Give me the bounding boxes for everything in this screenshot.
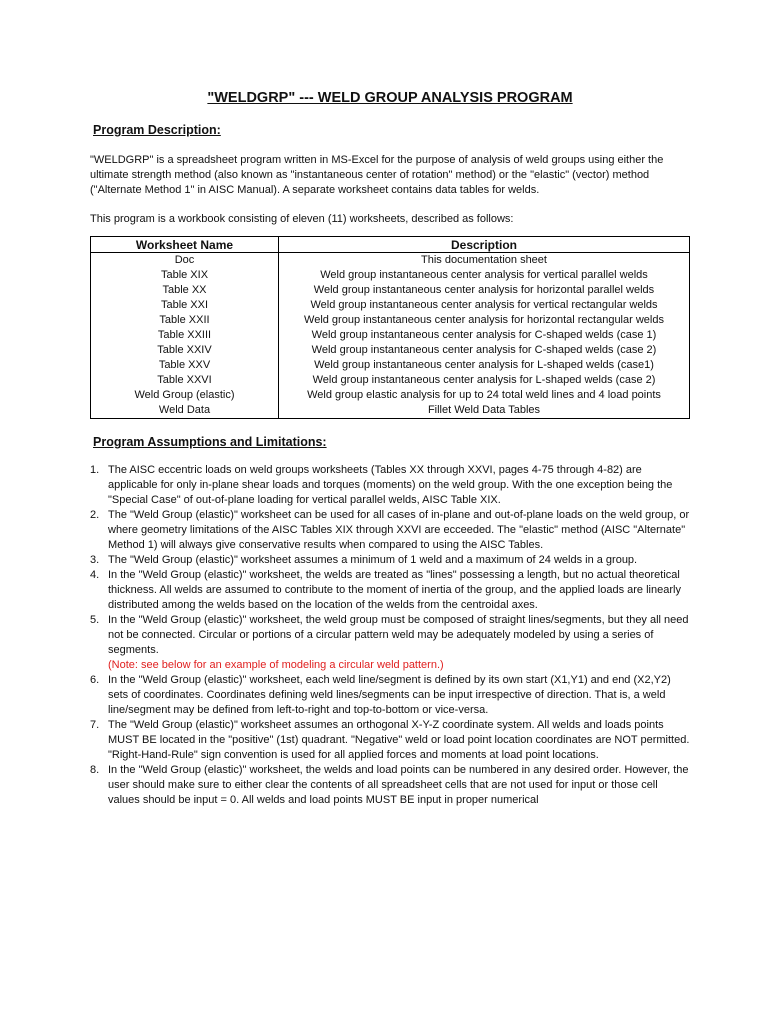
list-item bbox=[90, 763, 690, 808]
worksheet-table-body bbox=[91, 253, 690, 419]
table-row bbox=[91, 253, 690, 269]
table-row bbox=[91, 373, 690, 388]
worksheet-description-cell: Weld group instantaneous center analysis for vertical parallel welds bbox=[279, 268, 690, 283]
list-item-number: 2. bbox=[90, 509, 100, 521]
worksheet-description-cell: Weld group instantaneous center analysis for C-shaped welds (case 1) bbox=[279, 328, 690, 343]
list-item bbox=[90, 613, 690, 673]
list-item bbox=[90, 463, 690, 508]
worksheet-name-cell: Table XIX bbox=[91, 268, 279, 283]
worksheet-description-cell: Weld group instantaneous center analysis for horizontal rectangular welds bbox=[279, 313, 690, 328]
list-item-number: 6. bbox=[90, 674, 100, 686]
worksheet-description-cell: Weld group elastic analysis for up to 24 total weld lines and 4 load points bbox=[279, 388, 690, 403]
list-item-text: The "Weld Group (elastic)" worksheet assumes an orthogonal X-Y-Z coordinate system. All welds and loads points MUST BE located in the "positive" (1st) quadrant. "Negative" weld or load point location coordinates are NOT permitted. "Right-Hand-Rule" sign convention is used for all applied forces and moments at load point locations. bbox=[108, 719, 690, 761]
table-row bbox=[91, 388, 690, 403]
program-description-paragraph: "WELDGRP" is a spreadsheet program written in MS-Excel for the purpose of analysis of weld groups using either the ultimate strength method (also known as "instantaneous center of rotation" method) or the "elastic" (vector) method ("Alternate Method 1" in AISC Manual). A separate worksheet contains data tables for welds. bbox=[90, 154, 664, 196]
list-item-number: 3. bbox=[90, 554, 100, 566]
list-item-number: 4. bbox=[90, 569, 100, 581]
worksheet-name-cell: Weld Data bbox=[91, 403, 279, 419]
worksheet-name-cell: Table XXIV bbox=[91, 343, 279, 358]
worksheet-name-cell: Table XXII bbox=[91, 313, 279, 328]
worksheet-description-cell: Fillet Weld Data Tables bbox=[279, 403, 690, 419]
worksheet-name-cell: Doc bbox=[91, 253, 279, 269]
list-item bbox=[90, 508, 690, 553]
table-row bbox=[91, 343, 690, 358]
list-item bbox=[90, 673, 690, 718]
document-page bbox=[90, 90, 690, 808]
table-row bbox=[91, 358, 690, 373]
worksheet-name-cell: Table XXI bbox=[91, 298, 279, 313]
note-text: (Note: see below for an example of modeling a circular weld pattern.) bbox=[108, 659, 444, 671]
table-row bbox=[91, 283, 690, 298]
worksheet-name-cell: Weld Group (elastic) bbox=[91, 388, 279, 403]
list-item-text: In the "Weld Group (elastic)" worksheet, each weld line/segment is defined by its own start (X1,Y1) and end (X2,Y2) sets of coordinates. Coordinates defining weld lines/segments can be input irrespective of direction. That is, a weld line/segment may be defined from left-to-right and top-to-bottom or vice-versa. bbox=[108, 674, 671, 716]
list-item-text: In the "Weld Group (elastic)" worksheet, the welds are treated as "lines" possessing a length, but no actual theoretical thickness. All welds are assumed to contribute to the moment of inertia of the group, and the applied loads are linearly distributed among the welds based on the location of the welds from the centroidal axes. bbox=[108, 569, 681, 611]
assumptions-heading: Program Assumptions and Limitations: bbox=[93, 435, 327, 449]
list-item-text: The AISC eccentric loads on weld groups worksheets (Tables XX through XXVI, pages 4-75 through 4-82) are applicable for only in-plane shear loads and torques (moments) on the weld group. With the one exception being the "Special Case" of out-of-plane loading for vertical parallel welds, AISC Table XIX. bbox=[108, 464, 673, 506]
table-row bbox=[91, 328, 690, 343]
list-item-number: 5. bbox=[90, 614, 100, 626]
list-item-number: 1. bbox=[90, 464, 100, 476]
worksheet-name-cell: Table XX bbox=[91, 283, 279, 298]
list-item-text: The "Weld Group (elastic)" worksheet assumes a minimum of 1 weld and a maximum of 24 welds in a group. bbox=[108, 554, 638, 566]
list-item-text: In the "Weld Group (elastic)" worksheet, the weld group must be composed of straight lines/segments, but they all need not be connected. Circular or portions of a circular pattern weld may be adequately modeled by using a series of segments. bbox=[108, 614, 689, 656]
worksheet-table bbox=[90, 236, 690, 419]
worksheet-description-cell: Weld group instantaneous center analysis for C-shaped welds (case 2) bbox=[279, 343, 690, 358]
list-item-number: 7. bbox=[90, 719, 100, 731]
worksheet-description-cell: Weld group instantaneous center analysis for horizontal parallel welds bbox=[279, 283, 690, 298]
list-item-text: The "Weld Group (elastic)" worksheet can be used for all cases of in-plane and out-of-plane loads on the weld group, or where geometry limitations of the AISC Tables XIX through XXVI are ecceeded. The "elastic" method (AISC "Alternate" Method 1) will always give conservative results when compared to using the AISC Tables. bbox=[108, 509, 690, 551]
assumptions-list bbox=[90, 463, 690, 808]
worksheet-description-cell: Weld group instantaneous center analysis for L-shaped welds (case1) bbox=[279, 358, 690, 373]
column-header-description: Description bbox=[279, 237, 690, 253]
list-item bbox=[90, 568, 690, 613]
worksheet-name-cell: Table XXVI bbox=[91, 373, 279, 388]
list-item-text: In the "Weld Group (elastic)" worksheet, the welds and load points can be numbered in any desired order. However, the user should make sure to either clear the contents of all spreadsheet cells that are not used for input or those cell values should be input = 0. All welds and load points MUST BE input in proper numerical bbox=[108, 764, 689, 806]
worksheet-description-cell: Weld group instantaneous center analysis for vertical rectangular welds bbox=[279, 298, 690, 313]
program-description-heading: Program Description: bbox=[93, 123, 221, 137]
workbook-intro-paragraph: This program is a workbook consisting of eleven (11) worksheets, described as follows: bbox=[90, 213, 514, 225]
table-row bbox=[91, 313, 690, 328]
table-row bbox=[91, 268, 690, 283]
worksheet-name-cell: Table XXIII bbox=[91, 328, 279, 343]
worksheet-description-cell: This documentation sheet bbox=[279, 253, 690, 269]
document-title: "WELDGRP" --- WELD GROUP ANALYSIS PROGRAM bbox=[207, 90, 573, 106]
worksheet-name-cell: Table XXV bbox=[91, 358, 279, 373]
list-item bbox=[90, 553, 690, 568]
table-row bbox=[91, 403, 690, 419]
list-item-number: 8. bbox=[90, 764, 100, 776]
table-row bbox=[91, 298, 690, 313]
list-item bbox=[90, 718, 690, 763]
worksheet-description-cell: Weld group instantaneous center analysis for L-shaped welds (case 2) bbox=[279, 373, 690, 388]
column-header-worksheet-name: Worksheet Name bbox=[91, 237, 279, 253]
